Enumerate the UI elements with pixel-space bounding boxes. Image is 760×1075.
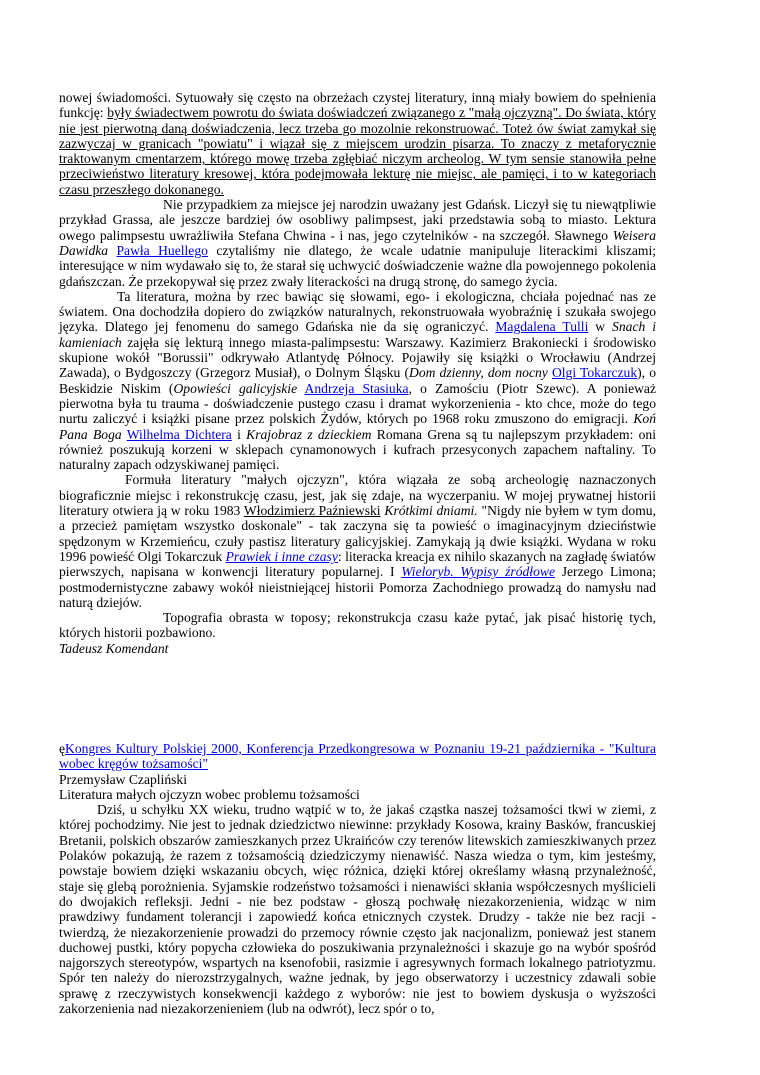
book-title: Koń Pana Boga bbox=[59, 411, 656, 442]
book-title: Dom dzienny, dom nocny bbox=[409, 365, 548, 381]
text: Romana Grena są tu najlepszym przykładem: oni również poszukują korzeni w sklepach cynamonowych i kufrach przesyconych zapachem naftaliny. To naturalny zapach odzyskiwanej pamięci. bbox=[59, 426, 657, 473]
author-link-stasiuk[interactable]: Andrzeja Stasiuka bbox=[304, 380, 409, 396]
text: Formuła literatury "małych ojczyzn", która wiązała ze sobą archeologię naznaczonych biograficznie miejsc i rekonstrukcję czasu, jest, jak się zdaje, na wyczerpaniu. W mojej prywatnej historii literatury otwiera ją w roku 1983 bbox=[59, 472, 656, 519]
book-title: Weisera Dawidka bbox=[59, 227, 656, 258]
article-part-1 bbox=[59, 90, 656, 656]
book-title: Krajobraz z dzieckiem bbox=[246, 426, 372, 442]
text: , o Zamościu (Piotr Szewc). A ponieważ pierwotna była tu trauma - doświadczenie pustego czasu i dramat wykorzenienia - kto chce, może do tego nurtu zaliczyć i książki pisane przez polskich Żydów, których po 1968 roku zmuszono do emigracji. bbox=[59, 380, 656, 427]
article-part-2 bbox=[59, 741, 656, 1016]
paragraph-body: Dziś, u schyłku XX wieku, trudno wątpić w to, że jakaś cząstka naszej tożsamości tkwi w ziemi, z której pochodzimy. Nie jest to jednak dziedzictwo niewinne: przykłady Kosowa, krainy Basków, francuskiej Bretanii, polskich obszarów zamieszkanych przez Ukraińców czy terenów litewskich zamieszkiwanych przez Polaków pokazują, że razem z tożsamością dziedziczymy nienawiść. Nasza wiedza o tym, kim jesteśmy, powstaje bowiem dzięki wskazaniu obcych, więc różnica, dzięki której określamy własną przynależność, staje się glebą porożnienia. Syjamskie rodzeństwo tożsamości i nienawiści skłania współczesnych myślicieli do dwojakich refleksji. Jedni - nie bez podstaw - głoszą pochwałę niezakorzenienia, widząc w nim prawdziwy fundament tolerancji i zapowiedź końca etnicznych czystek. Drudzy - także nie bez racji - twierdzą, że niezakorzenienie prowadzi do przemocy równie często jak nacjonalizm, ponieważ jest stanem duchowej pustki, który popycha człowieka do poszukiwania przynależności i skazuje go na wybór spośród najgorszych stereotypów, wspartych na ksenofobii, rasizmie i agresywnych formach lokalnego patriotyzmu. Spór ten należy do nierozstrzygalnych, ważne jednak, by jego obserwatorzy i uczestnicy zdawali sobie sprawę z rzeczywistych konsekwencji każdego z wyborów: nie jest to bowiem dyskusja o wyższości zakorzenienia nad niezakorzenieniem (lub na odwrót), lecz spór o to, bbox=[59, 802, 656, 1017]
conference-heading bbox=[59, 741, 656, 772]
book-link-prawiek[interactable]: Prawiek i inne czasy bbox=[225, 548, 338, 564]
author-link-tulli[interactable]: Magdalena Tulli bbox=[495, 319, 589, 335]
underlined-passage: były świadectwem powrotu do świata doświadczeń związanego z "małą ojczyzną". Do świata, który nie jest pierwotną daną doświadczenia, lecz trzeba go mozolnie rekonstruować. Toteż ów świat zamykał się zazwyczaj w granicach "powiatu" i wiązał się z miejscem urodzin pisarza. To znaczy z metaforycznie traktowanym cmentarzem, którego mowę trzeba zgłębiać niczym archeolog. W tym sensie stanowiła pełne przeciwieństwo literatury kresowej, która podejmowała lekturę nie miejsc, ale pamięci, i to w kategoriach czasu przeszłego dokonanego. bbox=[59, 105, 656, 197]
text: "Nigdy nie byłem w tym domu, a przecież pamiętam wszystko doskonale" - tak zaczyna się ta powieść o imaginacyjnym dzieciństwie spędzonym w Krzemieńcu, czuły pastisz literatury galicyjskiej. Zamykają ją dwie książki. Wydana w roku 1996 powieść Olgi Tokarczuk bbox=[59, 503, 656, 564]
book-title: Krótkimi dniami. bbox=[384, 503, 478, 519]
stray-glyph: ę bbox=[59, 741, 66, 756]
text: nowej świadomości. Sytuowały się często na obrzeżach czystej literatury, inną miały bowiem do spełnienia funkcję: bbox=[59, 90, 656, 121]
text: ), o Beskidzie Niskim ( bbox=[59, 365, 656, 396]
text: zajęła się lekturą innego miasta-palimpsestu: Warszawy. Kazimierz Brakoniecki i środowisko skupione wokół "Borussii" odkrywało Atlantydę Północy. Pojawiły się książki o Wrocławiu (Andrzej Zawada), o Bydgoszczy (Grzegorz Musiał), o Dolnym Śląsku ( bbox=[59, 334, 656, 381]
paragraph-5: Topografia obrasta w toposy; rekonstrukcja czasu każe pytać, jak pisać historię tych, których historii pozbawiono. bbox=[59, 610, 656, 641]
text: : literacka kreacja ex nihilo skazanych na zagładę światów pierwszych, napisana w konwencji literatury popularnej. I bbox=[59, 548, 657, 580]
book-title: Opowieści galicyjskie bbox=[173, 380, 298, 396]
text: Jerzego Limona; postmodernistyczne zabawy wokół nieistniejącej historii Pomorza Zachodniego prowadzą do namysłu nad naturą dziejów. bbox=[59, 564, 657, 610]
text: czytaliśmy nie dlatego, że wcale udatnie manipuluje literackimi kliszami; interesujące w nim wydawało się to, że starał się uchwycić doświadczenie ważne dla powojennego pokolenia gdańszczan. Że przekopywał się przez zwały literackości na drugą stronę, do samego życia. bbox=[59, 242, 657, 289]
conference-link[interactable]: Kongres Kultury Polskiej 2000, Konferencja Przedkongresowa w Poznaniu 19-21 października - "Kultura wobec kręgów tożsamości" bbox=[59, 741, 656, 772]
author-name-pazniewski: Włodzimierz Paźniewski bbox=[243, 503, 381, 519]
paragraph-2 bbox=[59, 197, 656, 289]
book-link-wieloryb[interactable]: Wieloryb. Wypisy źródłowe bbox=[401, 564, 555, 580]
author-link-dichter[interactable]: Wilhelma Dichtera bbox=[126, 426, 232, 442]
text: Nie przypadkiem za miejsce jej narodzin uważany jest Gdańsk. Liczył się tu niewątpliwie przykład Grassa, ale jeszcze bardziej ów osobliwy palimpsest, jaki przedstawia sobą to miasto. Lektura owego palimpsestu uwrażliwiła Stefana Chwina - i nas, jego czytelników - na szczegół. Sławnego bbox=[59, 197, 656, 243]
text bbox=[297, 381, 304, 396]
text: i bbox=[231, 426, 247, 442]
author-signature: Tadeusz Komendant bbox=[59, 640, 169, 656]
paragraph-1 bbox=[59, 90, 656, 197]
paragraph-3 bbox=[59, 289, 656, 473]
article-author: Przemysław Czapliński bbox=[59, 771, 187, 787]
text: w bbox=[588, 319, 613, 335]
text: Ta literatura, można by rzec bawiąc się słowami, ego- i ekologiczna, chciała pojednać nas ze światem. Ona dochodziła dopiero do związków naturalnych, rekonstruowała wyobraźnię i szukała swojego języka. Dlatego jej fenomenu do samego Gdańska nie da się ograniczyć. bbox=[59, 288, 656, 335]
article-title: Literatura małych ojczyzn wobec problemu tożsamości bbox=[59, 786, 360, 802]
author-link-huelle[interactable]: Pawła Huellego bbox=[116, 242, 208, 258]
book-title: Snach i kamieniach bbox=[59, 319, 656, 350]
paragraph-4 bbox=[59, 472, 656, 610]
author-link-tokarczuk[interactable]: Olgi Tokarczuk bbox=[551, 365, 638, 381]
